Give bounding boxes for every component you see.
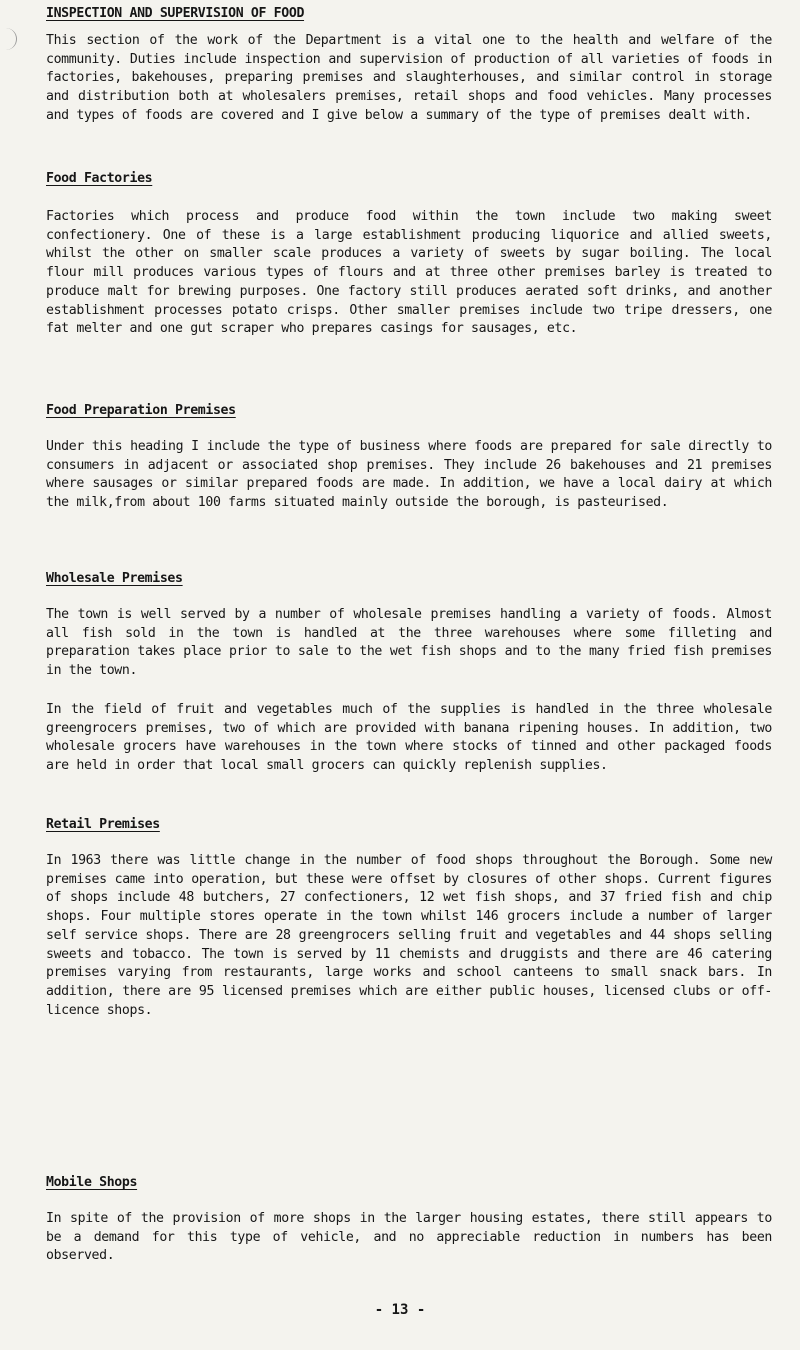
section-wholesale <box>46 570 772 589</box>
paragraph: Under this heading I include the type of business where foods are prepared for sale directly to consumers in adjacent or associated shop premises. They include 26 bakehouses and 21 premises where sausages or similar prepared foods are made. In addition, we have a local dairy at which the milk,from about 100 farms situated mainly outside the borough, is pasteurised. <box>46 439 772 511</box>
binding-mark <box>6 28 17 50</box>
food-factories-body <box>46 208 772 339</box>
page-title-block <box>46 5 772 24</box>
retail-body <box>46 852 772 1020</box>
wholesale-body-1 <box>46 606 772 681</box>
section-heading: Food Factories <box>46 171 153 186</box>
paragraph: In spite of the provision of more shops in the larger housing estates, there still appears to be a demand for this type of vehicle, and no appreciable reduction in numbers has been observed. <box>46 1211 772 1264</box>
section-heading: Food Preparation Premises <box>46 403 236 418</box>
wholesale-body-2 <box>46 701 772 776</box>
food-preparation-body <box>46 438 772 513</box>
section-heading: Wholesale Premises <box>46 571 183 586</box>
section-food-factories <box>46 170 772 189</box>
section-mobile-shops <box>46 1174 772 1193</box>
section-heading: Retail Premises <box>46 817 160 832</box>
intro-block <box>46 32 772 126</box>
section-heading: Mobile Shops <box>46 1175 138 1190</box>
section-food-preparation <box>46 402 772 421</box>
page-number: - 13 - <box>374 1302 426 1318</box>
page-title: INSPECTION AND SUPERVISION OF FOOD <box>46 6 305 21</box>
mobile-shops-body <box>46 1210 772 1266</box>
paragraph: In the field of fruit and vegetables much of the supplies is handled in the three wholesale greengrocers premises, two of which are provided with banana ripening houses. In addition, two wholesale grocers have warehouses in the town where stocks of tinned and other packaged foods are held in order that local small grocers can quickly replenish supplies. <box>46 702 772 774</box>
section-retail <box>46 816 772 835</box>
paragraph: In 1963 there was little change in the number of food shops throughout the Borough. Some new premises came into operation, but these were offset by closures of other shops. Current figures of shops include 48 butchers, 27 confectioners, 12 wet fish shops, and 37 fried fish and chip shops. Four multiple stores operate in the town whilst 146 grocers include a number of larger self service shops. There are 28 greengrocers selling fruit and vegetables and 44 shops selling sweets and tobacco. The town is served by 11 chemists and druggists and there are 46 catering premises varying from restaurants, large works and school canteens to small snack bars. In addition, there are 95 licensed premises which are either public houses, licensed clubs or off-licence shops. <box>46 853 772 1018</box>
paragraph: Factories which process and produce food within the town include two making sweet confectionery. One of these is a large establishment producing liquorice and allied sweets, whilst the other on smaller scale produces a variety of sweets by sugar boiling. The local flour mill produces various types of flours and at three other premises barley is treated to produce malt for brewing purposes. One factory still produces aerated soft drinks, and another establishment processes potato crisps. Other smaller premises include two tripe dressers, one fat melter and one gut scraper who prepares casings for sausages, etc. <box>46 209 772 337</box>
paragraph: The town is well served by a number of wholesale premises handling a variety of foods. Almost all fish sold in the town is handled at the three warehouses where some filleting and preparation takes place prior to sale to the wet fish shops and to the many fried fish premises in the town. <box>46 607 772 679</box>
intro-paragraph: This section of the work of the Department is a vital one to the health and welfare of the community. Duties include inspection and supervision of production of all varieties of foods in factories, bakehouses, preparing premises and slaughterhouses, and similar control in storage and distribution both at wholesalers premises, retail shops and food vehicles. Many processes and types of foods are covered and I give below a summary of the type of premises dealt with. <box>46 33 772 123</box>
